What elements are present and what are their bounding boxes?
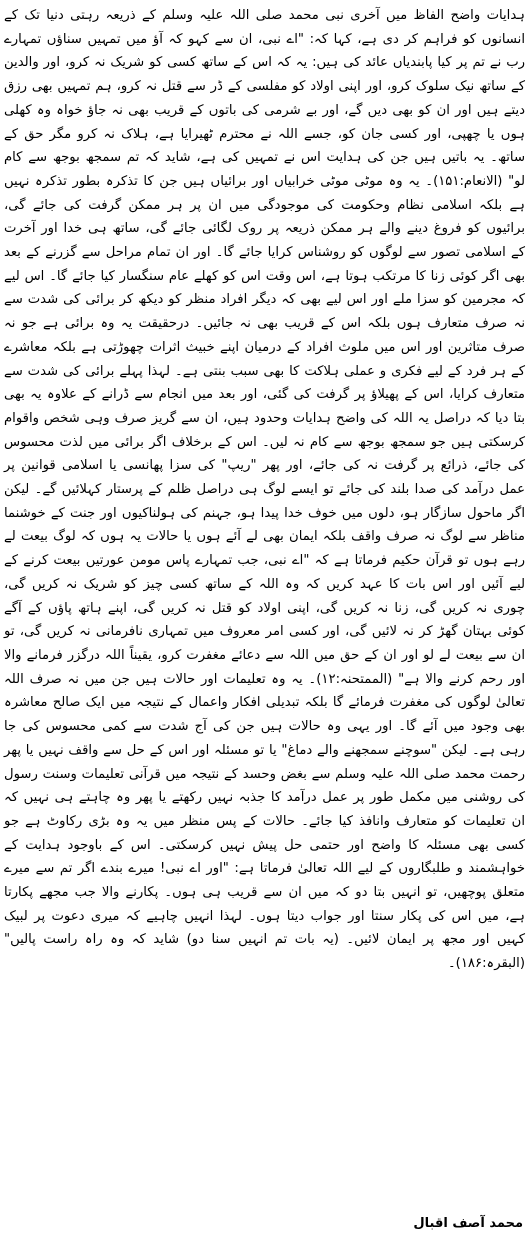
author-signature: محمد آصف اقبال xyxy=(413,1216,523,1231)
article-body: ہدایات واضح الفاظ میں آخری نبی محمد صلی اللہ علیہ وسلم کے ذریعہ رہتی دنیا تک کے انسانوں کو فراہم کر دی ہے، کہا کہ: "اے نبی، ان سے کہو کہ آؤ میں تمہیں سناؤں تمہارے رب نے تم پر کیا پابندیاں عائد کی ہیں: یہ کہ اس کے ساتھ کسی کو شریک نہ کرو، اور والدین کے ساتھ نیک سلوک کرو، اور اپنی اولاد کو مفلسی کے ڈر سے قتل نہ کرو، ہم تمہیں بھی رزق دیتے ہیں اور ان کو بھی دیں گے، اور بے شرمی کی باتوں کے قریب بھی نہ جاؤ خواہ وہ کھلی ہوں یا چھپی، اور کسی جان کو، جسے اللہ نے محترم ٹھیرایا ہے، ہلاک نہ کرو مگر حق کے ساتھ۔ یہ باتیں ہیں جن کی ہدایت اس نے تمہیں کی ہے، شاید کہ تم سمجھ بوجھ سے کام لو" (الانعام:۱۵۱)۔ یہ وہ موٹی موٹی خرابیاں اور برائیاں ہیں جن کا تذکرہ بطور تذکرہ نہیں ہے بلکہ اسلامی نظام وحکومت کی موجودگی میں ان پر ہر ممکن گرفت کی جائے گی، برائیوں کو فروغ دینے والے ہر ممکن ذریعہ پر روک لگائی جائے گی، ساتھ ہی خدا اور آخرت کے اسلامی تصور سے لوگوں کو روشناس کرایا جائے گا۔ اور ان تمام مراحل سے گزرنے کے بعد بھی اگر کوئی زنا کا مرتکب ہوتا ہے، اس وقت اس کو کھلے عام سنگسار کیا جائے گا۔ اس لیے کہ مجرمین کو سزا ملے اور اس لیے بھی کہ دیگر افراد منظر کو دیکھ کر برائی کی شدت سے نہ صرف متعارف ہوں بلکہ اس کے قریب بھی نہ جائیں۔ درحقیقت یہ وہ برائی ہے جو نہ صرف متاثرین اور اس میں ملوث افراد کے درمیان اپنے خبیث اثرات چھوڑتی ہے بلکہ معاشرے کے ہر فرد کے لیے فکری و عملی ہلاکت کا بھی سبب بنتی ہے۔ لہذا پہلے برائی کی شدت سے متعارف کرایا، اس کے پھیلاؤ پر گرفت کی گئی، اور بعد میں انجام سے ڈرانے کے علاوہ یہ بھی بتا دیا کہ دراصل یہ اللہ کی واضح ہدایات وحدود ہیں، ان سے گریز صرف وہی شخص واقوام کرسکتی ہیں جو سمجھ بوجھ سے کام نہ لیں۔ اس کے برخلاف اگر برائی میں لذت محسوس کی جائے، ذرائع پر گرفت نہ کی جائے، اور پھر "ریپ" کی سزا پھانسی یا اسلامی قوانین پر عمل درآمد کی صدا بلند کی جائے تو ایسے لوگ ہی دراصل ظلم کے پرستار کہلائیں گے۔ لیکن اگر ماحول سازگار ہو، دلوں میں خوف خدا پیدا ہو، جہنم کی ہولناکیوں اور جنت کے خوشنما مناظر سے لوگ نہ صرف واقف بلکہ ایمان بھی لے آئے ہوں یا حالات یہ ہوں کہ لوگ بیعت لے رہے ہوں تو قرآن حکیم فرماتا ہے کہ "اے نبی، جب تمہارے پاس مومن عورتیں بیعت کرنے کے لیے آئیں اور اس بات کا عہد کریں کہ وہ اللہ کے ساتھ کسی چیز کو شریک نہ کریں گی، چوری نہ کریں گی، زنا نہ کریں گی، اپنی اولاد کو قتل نہ کریں گی، اپنے ہاتھ پاؤں کے آگے کوئی بہتان گھڑ کر نہ لائیں گی، اور کسی امر معروف میں تمہاری نافرمانی نہ کریں گی، تو ان سے بیعت لے لو اور ان کے حق میں اللہ سے دعائے مغفرت کرو، یقیناً اللہ درگزر فرمانے والا اور رحم کرنے والا ہے" (الممتحنہ:۱۲)۔ یہ وہ تعلیمات اور حالات ہیں جن میں نہ صرف اللہ تعالیٰ لوگوں کی مغفرت فرمائے گا بلکہ تبدیلی افکار واعمال کے نتیجہ میں ایک صالح معاشرہ بھی وجود میں آئے گا۔ اور یہی وہ حالات ہیں جن کی آج شدت سے کمی محسوس کی جا رہی ہے۔ لیکن "سوچنے سمجھنے والے دماغ" یا تو مسئلہ اور اس کے حل سے واقف نہیں یا پھر رحمت محمد صلی اللہ علیہ وسلم سے بغض وحسد کے نتیجہ میں قرآنی تعلیمات وسنت رسول کی روشنی میں مکمل طور پر عمل درآمد کا جذبہ نہیں رکھتے یا پھر وہ چاہتے ہی نہیں کہ ان تعلیمات کو متعارف وانافذ کیا جائے۔ حالات کے پس منظر میں یہ وہ بڑی رکاوٹ ہے جو کسی بھی مسئلہ کا واضح اور حتمی حل پیش نہیں کرسکتی۔ اس کے باوجود ہدایت کے خواہشمند و طلبگاروں کے لیے اللہ تعالیٰ فرماتا ہے: "اور اے نبی! میرے بندے اگر تم سے میرے متعلق پوچھیں، تو انہیں بتا دو کہ میں ان سے قریب ہی ہوں۔ پکارنے والا جب مجھے پکارتا ہے، میں اس کی پکار سنتا اور جواب دیتا ہوں۔ لہذا انہیں چاہیے کہ میری دعوت پر لبیک کہیں اور مجھ پر ایمان لائیں۔ (یہ بات تم انہیں سنا دو) شاید کہ وہ راہ راست پالیں" (البقرہ:۱۸۶)۔ xyxy=(4,8,525,972)
